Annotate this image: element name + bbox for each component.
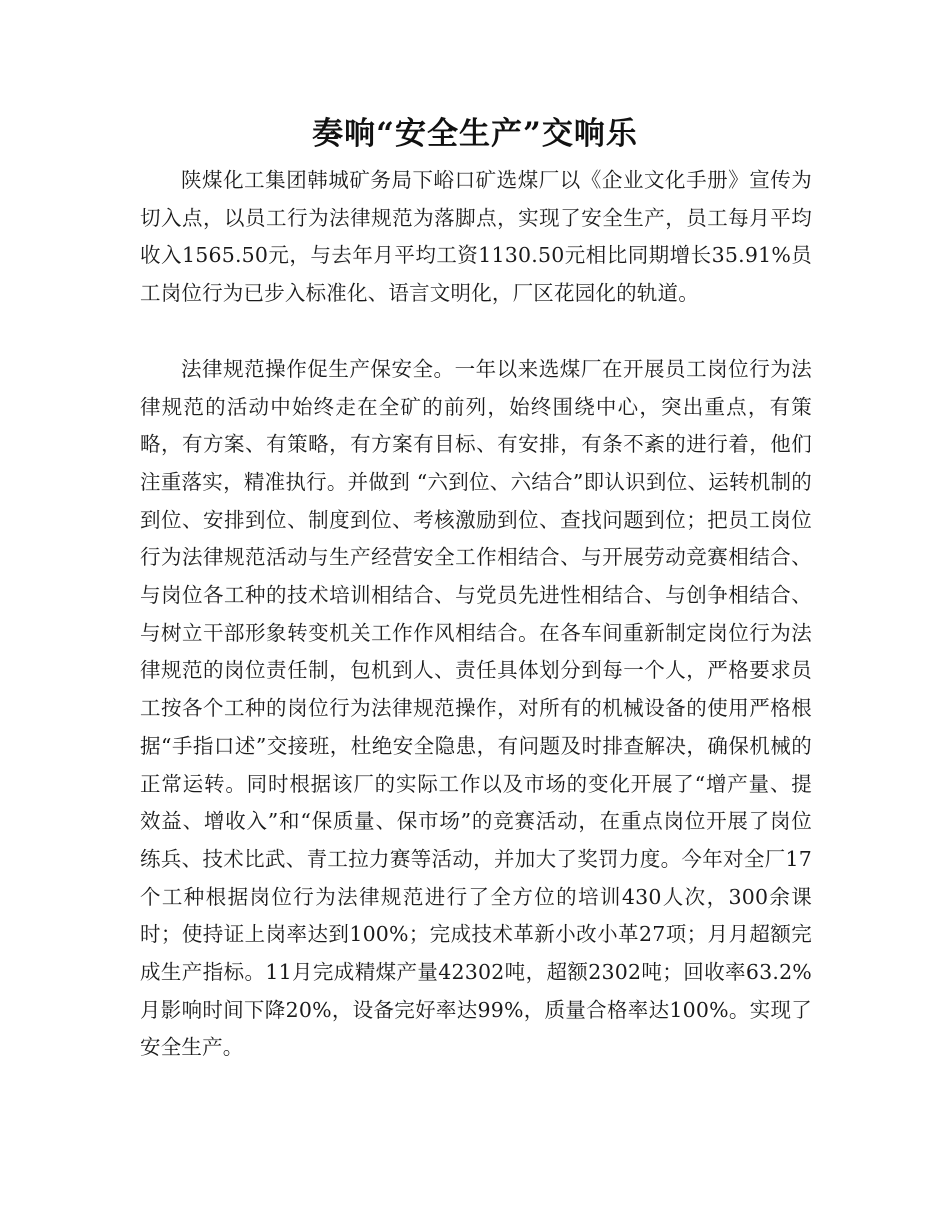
paragraph-safety-operations: 法律规范操作促生产保安全。一年以来选煤厂在开展员工岗位行为法律规范的活动中始终走在全矿的前列，始终围绕中心，突出重点，有策略，有方案、有策略，有方案有目标、有安排，有条不紊的进行着，他们注重落实，精准执行。并做到 “六到位、六结合”即认识到位、运转机制的到位、安排到位、制度到位、考核激励到位、查找问题到位；把员工岗位行为法律规范活动与生产经营安全工作相结合、与开展劳动竞赛相结合、与岗位各工种的技术培训相结合、与党员先进性相结合、与创争相结合、与树立干部形象转变机关工作作风相结合。在各车间重新制定岗位行为法律规范的岗位责任制，包机到人、责任具体划分到每一个人，严格要求员工按各个工种的岗位行为法律规范操作，对所有的机械设备的使用严格根据“手指口述”交接班，杜绝安全隐患，有问题及时排查解决，确保机械的正常运转。同时根据该厂的实际工作以及市场的变化开展了“增产量、提效益、增收入”和“保质量、保市场”的竞赛活动，在重点岗位开展了岗位练兵、技术比武、青工拉力赛等活动，并加大了奖罚力度。今年对全厂17个工种根据岗位行为法律规范进行了全方位的培训430人次，300余课时；使持证上岗率达到100%；完成技术革新小改小革27项；月月超额完成生产指标。11月完成精煤产量42302吨，超额2302吨；回收率63.2%月影响时间下降20%，设备完好率达99%，质量合格率达100%。实现了安全生产。 xyxy=(140,356,812,1060)
paragraph-spacer xyxy=(140,313,812,351)
document-title: 奏响“安全生产”交响乐 xyxy=(312,116,638,152)
paragraph-intro: 陕煤化工集团韩城矿务局下峪口矿选煤厂以《企业文化手册》宣传为切入点，以员工行为法律规范为落脚点，实现了安全生产，员工每月平均收入1565.50元，与去年月平均工资1130.50元相比同期增长35.91%员工岗位行为已步入标准化、语言文明化，厂区花园化的轨道。 xyxy=(140,168,812,306)
document-body xyxy=(140,162,812,1067)
